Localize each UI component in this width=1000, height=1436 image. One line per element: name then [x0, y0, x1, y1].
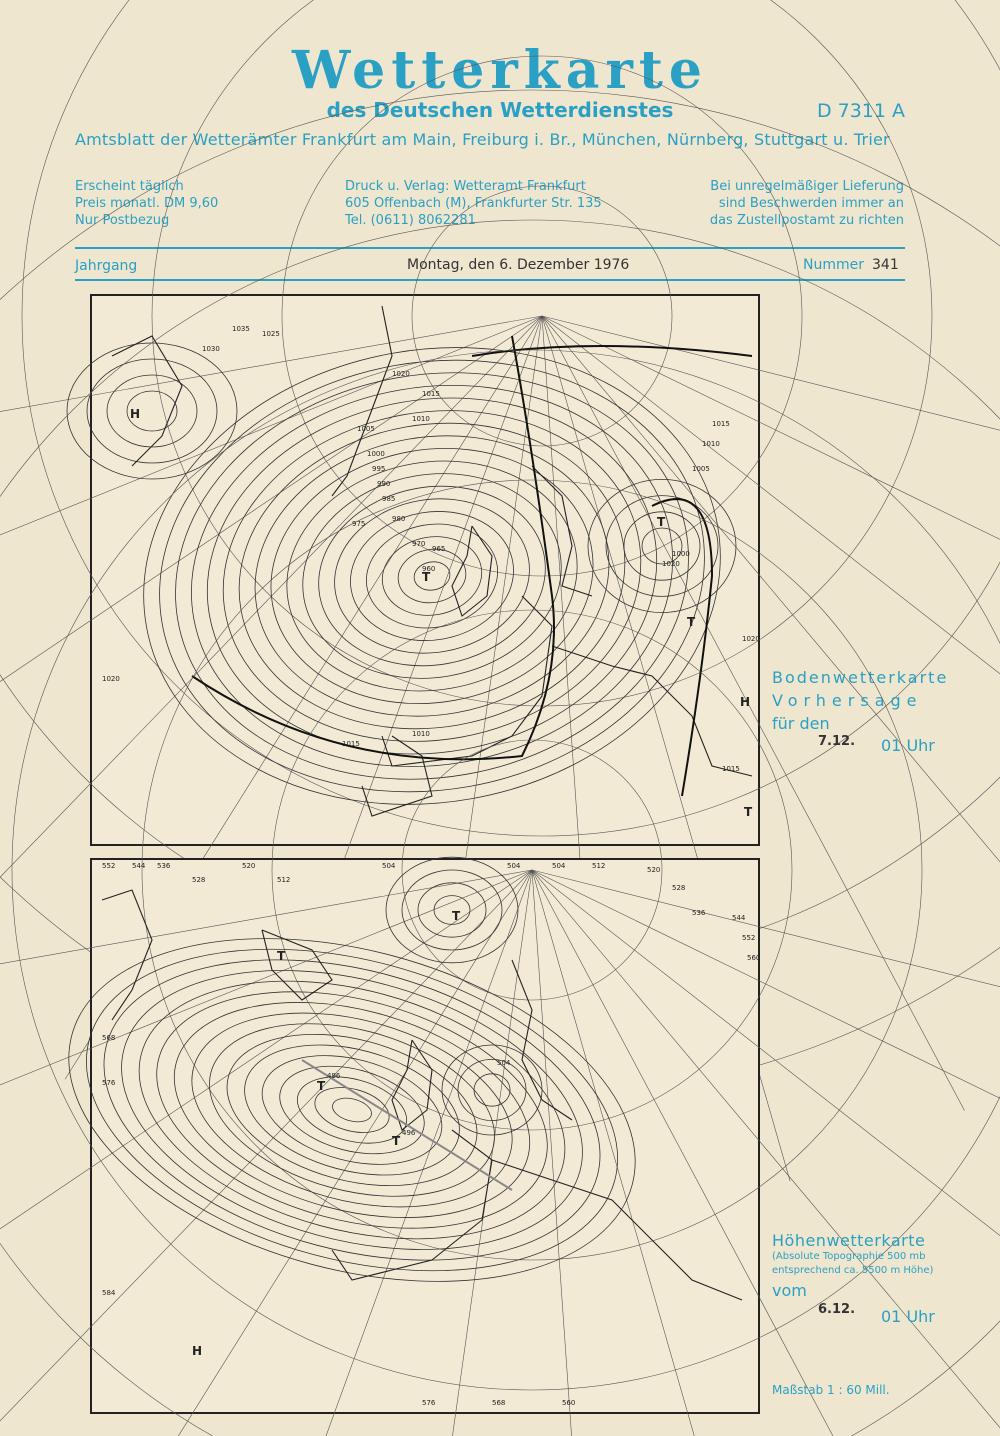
- upper-contour-label: 544: [132, 862, 146, 870]
- upper-map-svg: [92, 860, 761, 1412]
- upper-grid-meridian: [532, 870, 955, 1436]
- surface-caption-title: Bodenwetterkarte: [772, 668, 949, 687]
- surface-isobar-east: [606, 496, 718, 597]
- upper-caption-time: 01 Uhr: [881, 1307, 935, 1326]
- surface-isobar: [358, 514, 506, 638]
- upper-contour: [51, 895, 654, 1325]
- surface-isobar-label: 1010: [412, 415, 430, 423]
- surface-isobar-label: 1020: [742, 635, 760, 643]
- upper-contour-center: [474, 1074, 510, 1106]
- surface-isobar-label: 1005: [357, 425, 375, 433]
- upper-caption-height: entsprechend ca. 5500 m Höhe): [772, 1265, 934, 1276]
- upper-contour-label: 544: [732, 914, 746, 922]
- upper-contour: [150, 966, 553, 1254]
- upper-contour-center: [458, 1059, 526, 1120]
- upper-caption-from: vom: [772, 1281, 807, 1300]
- info-center: [345, 178, 602, 229]
- surface-coast-france: [382, 596, 552, 766]
- surface-isobar-label: 990: [377, 480, 391, 488]
- surface-isobar-label: 995: [372, 465, 386, 473]
- surface-isobar-label: 1005: [692, 465, 710, 473]
- upper-contour-label: 504: [497, 1059, 511, 1067]
- map-scale: Maßstab 1 : 60 Mill.: [772, 1383, 890, 1397]
- upper-contour-label: 528: [672, 884, 686, 892]
- upper-caption-date: 6.12.: [818, 1302, 856, 1317]
- upper-air-map: [90, 858, 760, 1414]
- upper-contour: [330, 1094, 374, 1126]
- upper-contour: [130, 952, 573, 1268]
- upper-contour-label: 496: [402, 1129, 416, 1137]
- info-right-line: sind Beschwerden immer an: [718, 196, 904, 211]
- upper-contour-label: 528: [192, 876, 206, 884]
- surface-isobar-label: 1015: [342, 740, 360, 748]
- upper-contour-label: 512: [592, 862, 606, 870]
- surface-isobar: [197, 378, 668, 774]
- surface-isobar-label: 1010: [412, 730, 430, 738]
- nummer-value: 341: [872, 257, 899, 273]
- info-center-line: Tel. (0611) 8062281: [345, 213, 476, 228]
- masthead-title: Wetterkarte: [292, 40, 708, 101]
- surface-grid-meridian: [542, 316, 1000, 534]
- surface-isobar: [143, 333, 721, 819]
- surface-isobar: [394, 544, 470, 608]
- surface-isobar-label: 960: [422, 565, 436, 573]
- surface-pressure-center: H: [130, 407, 141, 421]
- upper-grid-meridian: [532, 870, 1000, 1436]
- surface-isobar-label: 965: [432, 545, 446, 553]
- surface-isobar-label: 1030: [202, 345, 220, 353]
- jahrgang-label: Jahrgang: [75, 258, 138, 274]
- upper-contour-label: 536: [157, 862, 171, 870]
- upper-contour-label: 568: [492, 1399, 506, 1407]
- surface-coast-britain: [452, 526, 492, 616]
- upper-contour: [270, 1052, 434, 1169]
- surface-isobar-label: 1035: [232, 325, 250, 333]
- info-left-line: Nur Postbezug: [75, 213, 170, 228]
- upper-contour-label: 560: [747, 954, 761, 962]
- info-right: [710, 178, 904, 229]
- surface-isobar-label: 1015: [712, 420, 730, 428]
- surface-map-svg: [92, 296, 758, 844]
- upper-contour-label: 512: [277, 876, 291, 884]
- upper-grid-meridian: [224, 870, 532, 1436]
- surface-isobar-label: 1015: [422, 390, 440, 398]
- upper-grid-meridian: [532, 870, 1000, 1424]
- surface-pressure-center: T: [744, 805, 753, 819]
- upper-contour-label: 560: [562, 1399, 576, 1407]
- surface-pressure-center: H: [740, 695, 751, 709]
- surface-isobar-label: 1020: [392, 370, 410, 378]
- surface-isobar-label: 980: [392, 515, 406, 523]
- surface-isobar-label: 1020: [662, 560, 680, 568]
- surface-grid-meridian: [542, 316, 1000, 870]
- header-rule-bottom: [75, 279, 905, 281]
- surface-isobar-label: 1015: [722, 765, 740, 773]
- surface-pressure-center: T: [422, 570, 431, 584]
- upper-grid-meridian: [55, 870, 532, 1436]
- surface-weather-map: [90, 294, 760, 846]
- amtsblatt-line: Amtsblatt der Wetterämter Frankfurt am Main, Freiburg i. Br., München, Nürnberg, Stuttgart u. Trier: [75, 130, 890, 149]
- surface-coast-denmark: [532, 466, 592, 596]
- upper-contour-label: 576: [102, 1079, 116, 1087]
- info-left: [75, 178, 218, 229]
- upper-grid-meridian: [532, 870, 1000, 1088]
- upper-caption-topography: (Absolute Topographie 500 mb: [772, 1251, 926, 1262]
- surface-grid-meridian: [0, 316, 542, 653]
- upper-pressure-center: T: [317, 1079, 326, 1093]
- surface-isobar: [161, 348, 703, 804]
- surface-pressure-center: T: [687, 615, 696, 629]
- upper-contour-label: 504: [507, 862, 521, 870]
- upper-contour-label: 576: [422, 1399, 436, 1407]
- document-id: D 7311 A: [816, 100, 905, 122]
- upper-contour-label: 584: [102, 1289, 116, 1297]
- info-left-line: Preis monatl. DM 9,60: [75, 196, 219, 211]
- surface-isobar-label: 975: [352, 520, 366, 528]
- info-right-line: das Zustellpostamt zu richten: [709, 213, 904, 228]
- info-center-line: 605 Offenbach (M), Frankfurter Str. 135: [345, 196, 602, 211]
- surface-isobar-label: 1000: [367, 450, 385, 458]
- surface-caption-for: für den: [772, 714, 830, 733]
- surface-caption-time: 01 Uhr: [881, 736, 935, 755]
- surface-isobar-label: 1025: [262, 330, 280, 338]
- upper-coast-med: [492, 1160, 742, 1300]
- upper-pressure-center: T: [392, 1134, 401, 1148]
- upper-contour: [210, 1009, 494, 1211]
- upper-contour: [90, 924, 613, 1297]
- surface-isobar: [251, 423, 614, 728]
- nummer-label: Nummer: [803, 257, 864, 273]
- surface-isobar-label: 1020: [102, 675, 120, 683]
- surface-isobar-label: 985: [382, 495, 396, 503]
- upper-contour-label: 496: [327, 1072, 341, 1080]
- surface-isobar-label: 1000: [672, 550, 690, 558]
- header-rule-top: [75, 247, 905, 249]
- upper-contour-label: 552: [102, 862, 116, 870]
- surface-pressure-center: T: [657, 515, 666, 529]
- surface-caption-date: 7.12.: [818, 734, 856, 749]
- upper-contour: [31, 881, 674, 1339]
- issue-date: Montag, den 6. Dezember 1976: [407, 257, 630, 273]
- upper-pressure-center: T: [277, 949, 286, 963]
- upper-coast-greenland: [102, 890, 152, 1020]
- upper-pressure-center: H: [192, 1344, 203, 1358]
- upper-contour-label: 536: [692, 909, 706, 917]
- info-center-line: Druck u. Verlag: Wetteramt Frankfurt: [345, 179, 586, 194]
- upper-pressure-center: T: [452, 909, 461, 923]
- upper-contour-label: 520: [242, 862, 256, 870]
- surface-isobar-east: [642, 528, 682, 564]
- info-right-line: Bei unregelmäßiger Lieferung: [710, 179, 904, 194]
- surface-grid-meridian: [542, 316, 1000, 711]
- upper-contour-label: 552: [742, 934, 756, 942]
- upper-contour-label: 568: [102, 1034, 116, 1042]
- surface-isobar-label: 1010: [702, 440, 720, 448]
- surface-isobar: [233, 408, 632, 743]
- surface-isobar-high: [107, 375, 197, 447]
- surface-isobar-high: [67, 343, 237, 479]
- surface-caption-forecast: Vorhersage: [772, 691, 923, 710]
- surface-isobar-label: 970: [412, 540, 426, 548]
- upper-contour-label: 504: [382, 862, 396, 870]
- info-left-line: Erscheint täglich: [75, 179, 184, 194]
- upper-contour-label: 504: [552, 862, 566, 870]
- upper-grid-meridian: [532, 870, 595, 1436]
- upper-contour: [190, 995, 514, 1226]
- surface-isobar-east: [588, 479, 736, 612]
- upper-grid-meridian: [532, 870, 780, 1436]
- upper-contour: [250, 1037, 454, 1182]
- upper-caption-title: Höhenwetterkarte: [772, 1231, 926, 1250]
- upper-contour-label: 520: [647, 866, 661, 874]
- masthead-subtitle: des Deutschen Wetterdienstes: [326, 98, 674, 122]
